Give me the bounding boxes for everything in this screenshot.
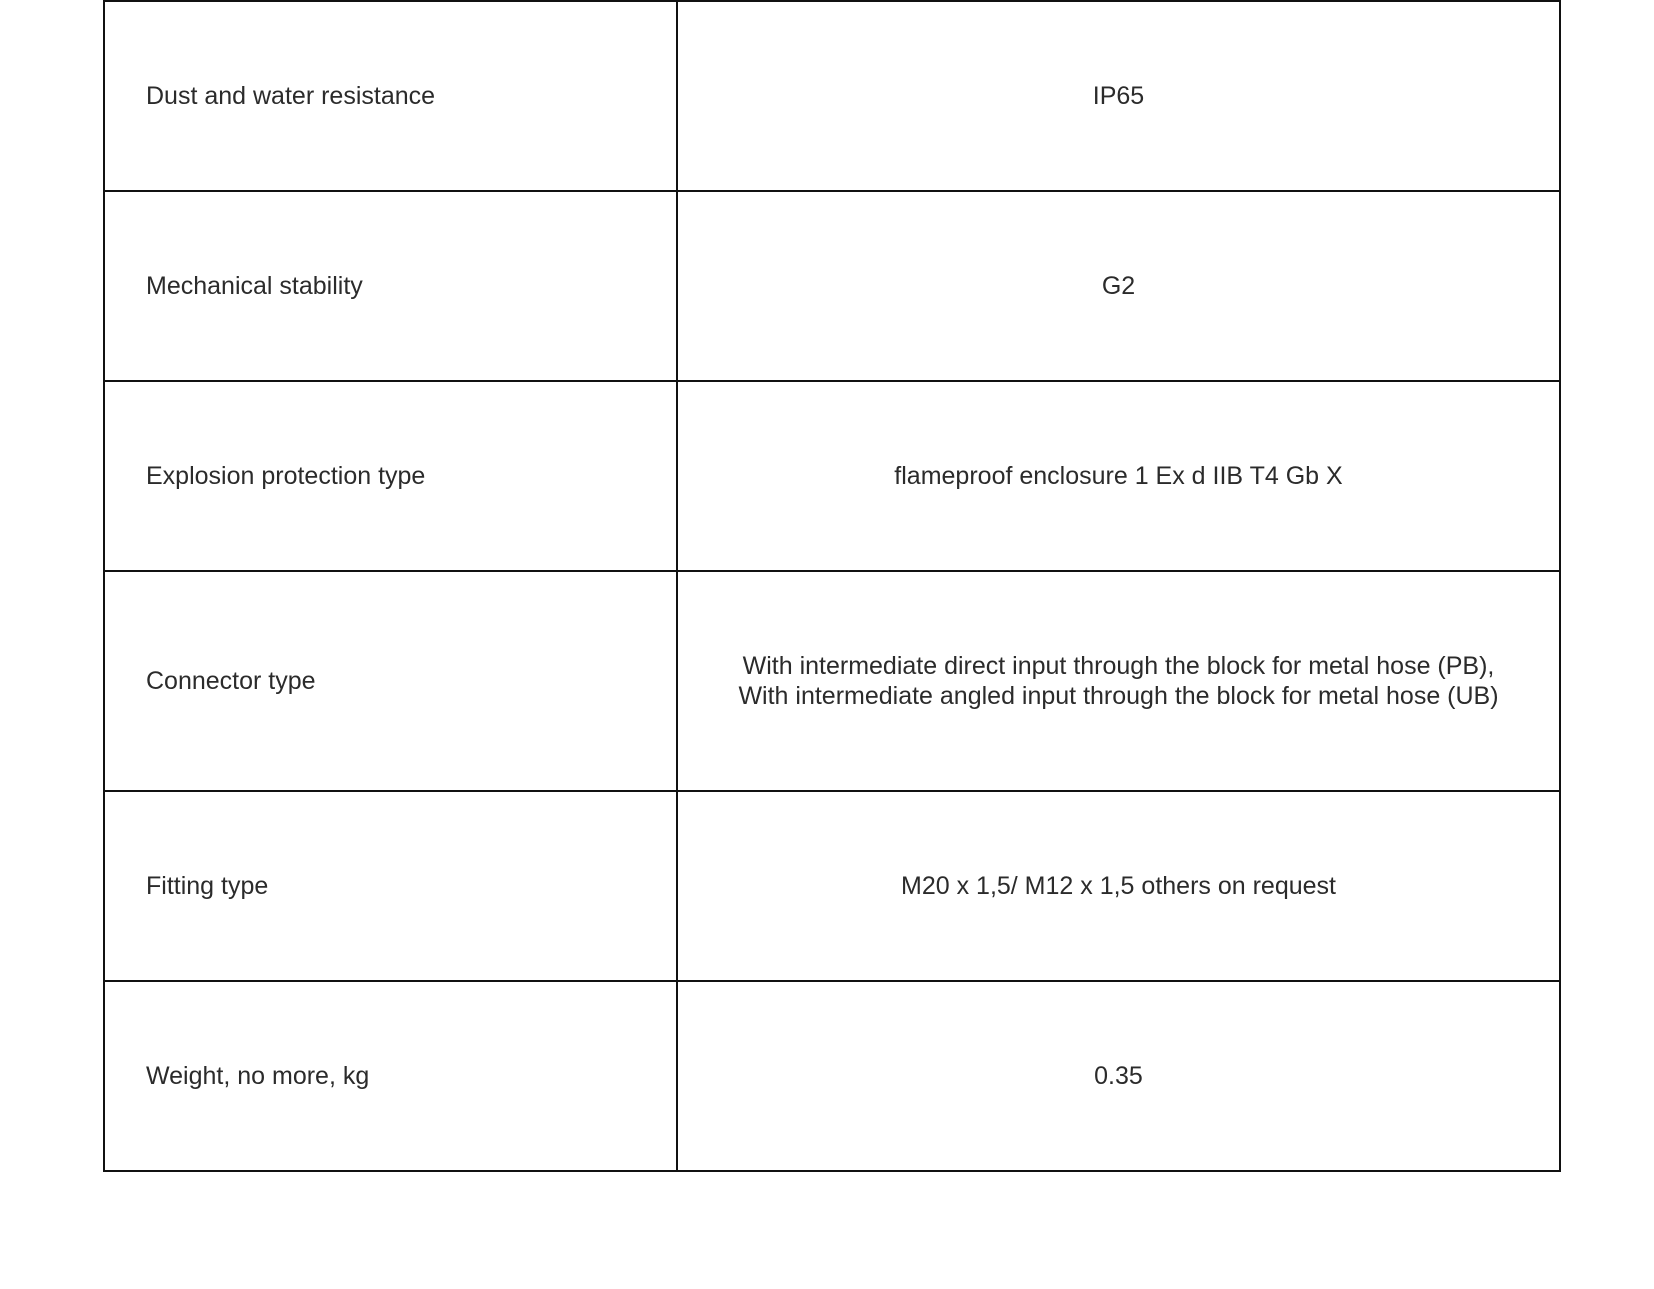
table-row xyxy=(104,381,1560,571)
spec-label-dust-water: Dust and water resistance xyxy=(104,1,677,191)
spec-value-line: G2 xyxy=(1101,272,1136,300)
specification-table xyxy=(103,0,1561,1172)
spec-value-line: With intermediate angled input through the block for metal hose (UB) xyxy=(738,682,1499,710)
spec-value-fitting-type xyxy=(677,791,1560,981)
spec-label-weight: Weight, no more, kg xyxy=(104,981,677,1171)
spec-value-line: flameproof enclosure 1 Ex d IIB T4 Gb X xyxy=(894,462,1343,490)
spec-value-weight xyxy=(677,981,1560,1171)
spec-label-connector-type: Connector type xyxy=(104,571,677,791)
spec-label-explosion-protection: Explosion protection type xyxy=(104,381,677,571)
table-row xyxy=(104,1,1560,191)
spec-value-line: 0.35 xyxy=(1094,1062,1143,1090)
spec-label-mechanical-stability: Mechanical stability xyxy=(104,191,677,381)
table-row xyxy=(104,791,1560,981)
table-row xyxy=(104,191,1560,381)
table-row xyxy=(104,571,1560,791)
spec-value-connector-type xyxy=(677,571,1560,791)
spec-value-line: M20 x 1,5/ M12 x 1,5 others on request xyxy=(901,872,1336,900)
spec-value-line: With intermediate direct input through the block for metal hose (PB), xyxy=(742,652,1495,680)
spec-value-explosion-protection xyxy=(677,381,1560,571)
spec-value-mechanical-stability xyxy=(677,191,1560,381)
spec-value-dust-water xyxy=(677,1,1560,191)
spec-value-line: IP65 xyxy=(1092,82,1145,110)
spec-label-fitting-type: Fitting type xyxy=(104,791,677,981)
table-row xyxy=(104,981,1560,1171)
